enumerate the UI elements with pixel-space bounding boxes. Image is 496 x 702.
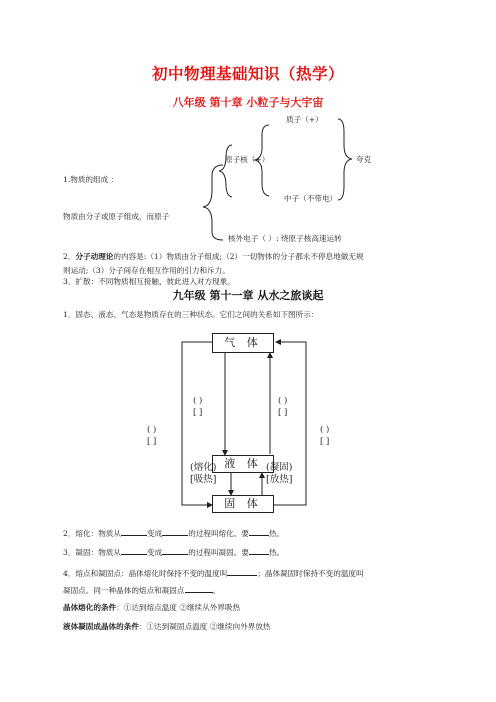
q3-part-b: 变成: [147, 548, 163, 557]
chapter-heading-11: 九年级 第十一章 从水之旅谈起: [172, 289, 324, 302]
freezing-heat-label: [放热]: [266, 474, 293, 485]
q2-part-b: 变成: [147, 529, 163, 538]
proton-label: 质子（+）: [286, 115, 323, 124]
blank[interactable]: [227, 567, 257, 576]
question-freezing: [63, 546, 284, 558]
freezing-label: (凝固): [266, 462, 293, 473]
blank[interactable]: [162, 546, 188, 555]
condense-bracket: [ ]: [193, 408, 203, 418]
question-melting-point-line-1: [63, 567, 364, 579]
liquid-box: 液 体: [212, 455, 274, 473]
gas-box: 气 体: [212, 333, 274, 353]
melting-heat-label: [吸热]: [190, 474, 217, 485]
q2-part-d: 热。: [268, 529, 285, 538]
neutron-label: 中子（不带电）: [284, 194, 338, 203]
blank[interactable]: [249, 546, 269, 555]
q4-part-d: 。: [212, 586, 221, 595]
p2-text-1: 的内容是:（1）物质由分子组成;（2）一切物体的分子都永不停息地做无规: [113, 252, 364, 261]
p2-term: 分子动理论: [75, 252, 114, 261]
q2-part-c: 的过程叫熔化。要: [188, 529, 249, 538]
condense-paren: ( ): [193, 396, 203, 406]
p2-number: 2．: [63, 252, 76, 261]
liquid-solidify-conditions: [63, 622, 270, 632]
blank[interactable]: [249, 527, 269, 536]
document-title: 初中物理基础知识（热学）: [151, 65, 344, 83]
deposition-bracket: [ ]: [147, 437, 157, 447]
vaporize-paren: ( ): [278, 396, 288, 406]
electron-label: 核外电子（ ）: 绕原子核高速运转: [228, 234, 342, 243]
crystal-melting-conditions: [63, 603, 240, 613]
q3-part-d: 热。: [268, 548, 285, 557]
blank[interactable]: [162, 527, 188, 536]
question-melting: [63, 527, 284, 539]
nucleus-label: 原子核（+）: [225, 155, 270, 164]
blank[interactable]: [121, 527, 147, 536]
vaporize-bracket: [ ]: [278, 408, 288, 418]
paragraph-3: 3．扩散：不同物质相互接触，彼此进入对方现象。: [63, 277, 235, 286]
sublimation-paren: ( ): [320, 425, 330, 435]
blank[interactable]: [121, 546, 147, 555]
paragraph-states: 1．固态、液态、气态是物质存在的三种状态。它们之间的关系如下图所示：: [63, 310, 319, 319]
crystal-melting-label: 晶体熔化的条件: [63, 603, 117, 612]
solid-box: 固 体: [212, 495, 274, 513]
q2-part-a: 2．熔化：物质从: [63, 529, 121, 538]
question-melting-point-line-2: [63, 584, 220, 596]
deposition-paren: ( ): [147, 425, 157, 435]
q4-part-c: 凝固点。同一种晶体的熔点和凝固点: [63, 586, 185, 595]
paragraph-2-line-2: 则运动;（3）分子间存在相互作用的引力和斥力。: [63, 266, 230, 275]
q3-part-c: 的过程叫凝固。要: [188, 548, 249, 557]
melting-label: (熔化): [190, 462, 217, 473]
q3-part-a: 3．凝固：物质从: [63, 548, 121, 557]
liquid-solidify-label: 液体凝固成晶体的条件: [63, 622, 139, 631]
blank[interactable]: [185, 584, 213, 593]
crystal-melting-text: ：①达到熔点温度 ②继续从外界吸热: [116, 603, 241, 612]
liquid-solidify-text: ：①达到凝固点温度 ②继续向外界放热: [138, 622, 271, 631]
sublimation-bracket: [ ]: [320, 437, 330, 447]
chapter-heading-10: 八年级 第十章 小粒子与大宇宙: [172, 96, 324, 109]
q4-part-a: 4．熔点和凝固点：晶体熔化时保持不变的温度叫: [63, 569, 228, 578]
quark-label: 夸克: [356, 155, 372, 164]
composition-label: 1.物质的组成 ：: [63, 175, 119, 184]
molecule-atom-line: 物质由分子或原子组成，而原子: [63, 212, 170, 221]
q4-part-b: ；晶体凝固时保持不变的温度叫: [257, 569, 364, 578]
